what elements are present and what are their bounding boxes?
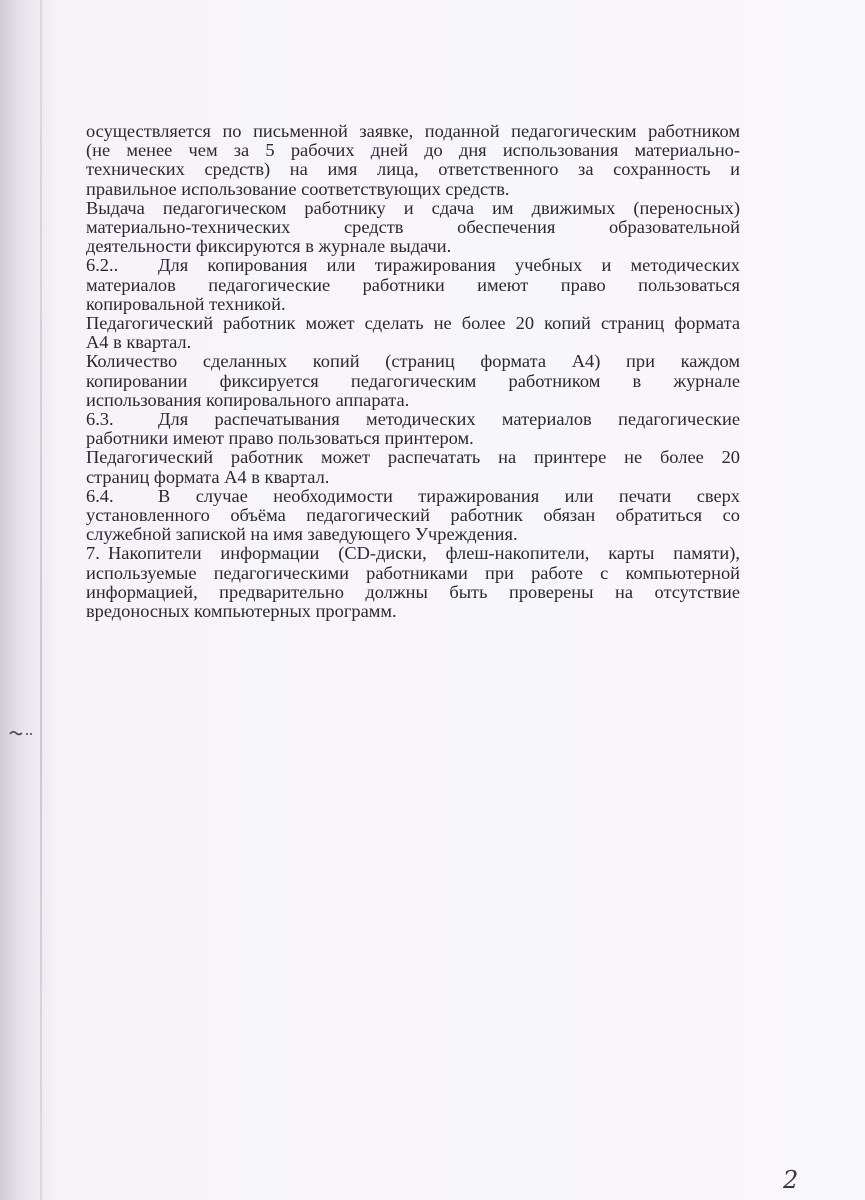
- text-line: А4 в квартал.: [86, 332, 192, 353]
- text-line: Педагогический работник может распечатать на принтере не более 20: [86, 447, 740, 468]
- text-line: правильное использование соответствующих средств.: [86, 178, 510, 199]
- page-number: 2: [783, 1166, 799, 1194]
- text-line: страниц формата А4 в квартал.: [86, 466, 330, 487]
- paragraph-request-procedure: [86, 122, 740, 199]
- text-line: материально-технических средств обеспечения образовательной: [86, 217, 740, 238]
- text-line: копировании фиксируется педагогическим работником в журнале: [86, 370, 740, 391]
- paragraph-copy-logging: [86, 352, 740, 410]
- text-line: Накопители информации (CD-диски, флеш-накопители, карты памяти),: [108, 543, 740, 564]
- document-body: [86, 122, 740, 621]
- section-number: 7.: [86, 543, 100, 564]
- margin-pen-mark: [8, 728, 34, 738]
- text-line: работники имеют право пользоваться принтером.: [86, 428, 474, 449]
- text-line: используемые педагогическими работниками при работе с компьютерной: [86, 562, 740, 583]
- text-line: осуществляется по письменной заявке, поданной педагогическим работником: [86, 121, 740, 141]
- text-line: Для копирования или тиражирования учебных и методических: [158, 255, 740, 276]
- paragraph-print-limit: [86, 448, 740, 486]
- section-7: [86, 544, 740, 621]
- section-6-2-first-line: [86, 256, 740, 275]
- text-line: Педагогический работник может сделать не более 20 копий страниц формата: [86, 313, 740, 334]
- text-line: технических средств) на имя лица, ответственного за сохранность и: [86, 159, 740, 180]
- section-number: 6.4.: [86, 485, 114, 506]
- paragraph-issue-registration: [86, 199, 740, 257]
- section-6-4: [86, 487, 740, 545]
- section-7-first-line: [86, 544, 740, 563]
- text-line: установленного объёма педагогический работник обязан обратиться со: [86, 505, 740, 526]
- section-number: 6.2..: [86, 255, 119, 276]
- text-line: служебной запиской на имя заведующего Учреждения.: [86, 524, 518, 545]
- section-6-3: [86, 410, 740, 448]
- text-line: В случае необходимости тиражирования или печати сверх: [158, 485, 740, 506]
- text-line: деятельности фиксируются в журнале выдачи.: [86, 236, 452, 257]
- section-6-2: [86, 256, 740, 314]
- text-line: копировальной техникой.: [86, 293, 286, 314]
- text-line: Количество сделанных копий (страниц формата А4) при каждом: [86, 351, 740, 372]
- text-line: Выдача педагогическом работнику и сдача им движимых (переносных): [86, 197, 740, 218]
- text-line: материалов педагогические работники имеют право пользоваться: [86, 274, 740, 295]
- text-line: использования копировального аппарата.: [86, 389, 410, 410]
- paragraph-copy-limit: [86, 314, 740, 352]
- text-line: вредоносных компьютерных программ.: [86, 601, 397, 622]
- text-line: Для распечатывания методических материалов педагогические: [158, 409, 740, 430]
- section-number: 6.3.: [86, 409, 114, 430]
- section-6-4-first-line: [86, 487, 740, 506]
- page-fold-shadow: [40, 0, 42, 1200]
- text-line: информацией, предварительно должны быть проверены на отсутствие: [86, 581, 740, 602]
- section-6-3-first-line: [86, 410, 740, 429]
- text-line: (не менее чем за 5 рабочих дней до дня использования материально-: [86, 140, 740, 161]
